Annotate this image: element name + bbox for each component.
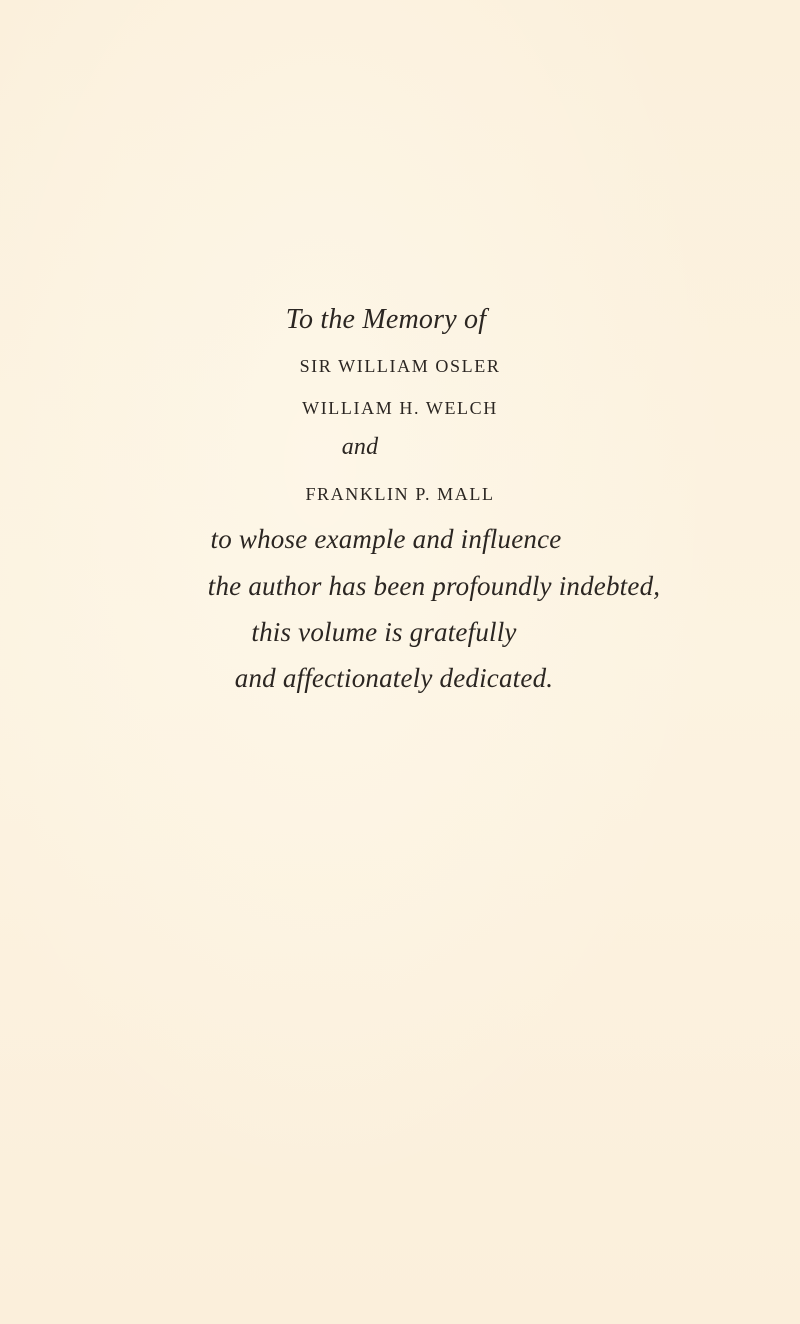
dedication-heading: To the Memory of xyxy=(285,304,487,335)
dedication-text-line: and affectionately dedicated. xyxy=(234,663,554,693)
dedication-text-line: this volume is gratefully xyxy=(251,617,517,647)
conjunction-text: and xyxy=(341,434,379,460)
dedication-text-line: to whose example and influence xyxy=(210,524,562,554)
honoree-name: WILLIAM H. WELCH xyxy=(302,398,498,418)
honoree-name: FRANKLIN P. MALL xyxy=(305,484,495,504)
dedication-text-line: the author has been profoundly indebted, xyxy=(207,571,661,601)
honoree-name: SIR WILLIAM OSLER xyxy=(299,356,501,376)
